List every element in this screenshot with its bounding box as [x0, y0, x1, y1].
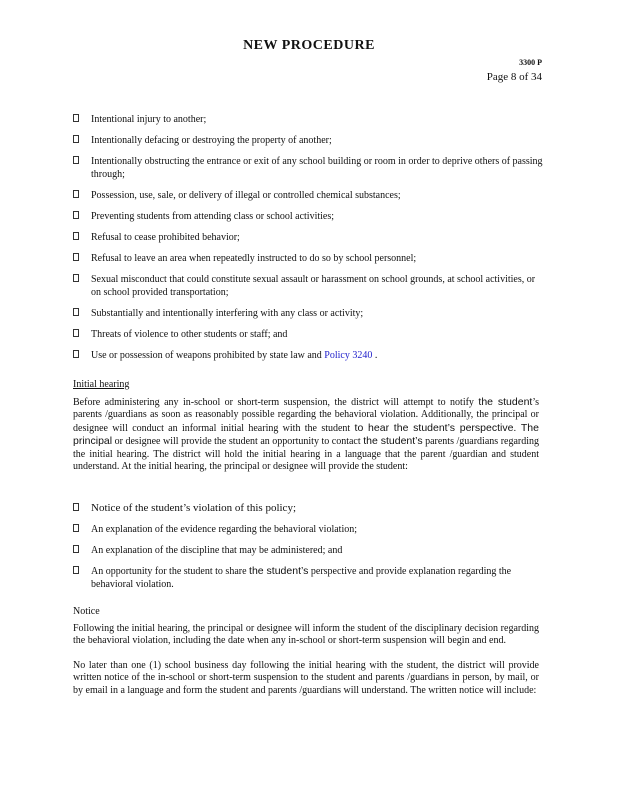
list-item-text: Use or possession of weapons prohibited by state law and — [91, 350, 325, 361]
list-item-text: Threats of violence to other students or staff; and — [91, 329, 288, 340]
list-item — [73, 189, 543, 202]
list-item — [73, 328, 543, 341]
list-item — [73, 134, 543, 147]
checkbox-icon — [73, 156, 79, 164]
list-item — [73, 544, 543, 557]
text-run: the student’s — [363, 435, 423, 447]
list-item-text: Notice of the student’s violation of this policy; — [91, 502, 296, 514]
text-run: to hear the student’s perspective. The principal — [73, 421, 539, 447]
notice-section — [73, 606, 539, 697]
section-heading: Initial hearing — [73, 379, 130, 390]
initial-hearing-section — [73, 379, 539, 474]
list-item-text: An explanation of the discipline that may be administered; and — [91, 545, 343, 556]
text-run: parents /guardians regarding the initial hearing. The district will hold the initial hearing in a language that the parent /guardian and student understand. At the initial hearing, the principal or designee will provide the student: — [73, 436, 540, 472]
list-item-text: Intentional injury to another; — [91, 114, 207, 125]
list-item-text: Intentionally defacing or destroying the property of another; — [91, 135, 332, 146]
list-item — [73, 523, 543, 536]
paragraph — [73, 396, 539, 474]
list-item-text: Preventing students from attending class or school activities; — [91, 211, 335, 222]
page-number: Page 8 of 34 — [486, 71, 542, 83]
checkbox-icon — [73, 503, 79, 511]
list-item-text: Refusal to cease prohibited behavior; — [91, 232, 240, 243]
list-item — [73, 349, 543, 362]
checkbox-icon — [73, 524, 79, 532]
paragraph: Following the initial hearing, the principal or designee will inform the student of the disciplinary decision regarding the behavioral violation, including the date when any in-school or short-term suspension will begin and end. — [73, 622, 539, 646]
list-item — [73, 307, 543, 320]
list-item-text: Intentionally obstructing the entrance or exit of any school building or room in order to deprive others of passing through; — [91, 156, 543, 180]
checkbox-icon — [73, 232, 79, 240]
checkbox-icon — [73, 114, 79, 122]
page-title: NEW PROCEDURE — [243, 38, 375, 53]
list-item — [73, 210, 543, 223]
checkbox-icon — [73, 253, 79, 261]
violation-list — [73, 113, 543, 370]
list-item — [73, 273, 543, 299]
checkbox-icon — [73, 329, 79, 337]
checkbox-icon — [73, 350, 79, 358]
list-item-text: perspective and provide explanation regarding the behavioral violation. — [91, 566, 512, 590]
policy-code: 3300 P — [519, 58, 542, 67]
list-item — [73, 231, 543, 244]
list-item-text: An explanation of the evidence regarding the behavioral violation; — [91, 524, 358, 535]
list-item — [73, 113, 543, 126]
checkbox-icon — [73, 190, 79, 198]
list-item — [73, 155, 543, 181]
list-item-suffix: . — [372, 350, 378, 361]
text-run: Before administering any in-school or short-term suspension, the district will attempt to notify — [73, 396, 479, 408]
checkbox-icon — [73, 274, 79, 282]
section-heading: Notice — [73, 606, 100, 617]
paragraph: No later than one (1) school business day following the initial hearing with the student, the district will provide written notice of the in-school or short-term suspension to the student and parents /guardians in person, by mail, or by email in a language and form the student and parents /guardians will understand. The written notice will include: — [73, 659, 539, 696]
list-item-text: Sexual misconduct that could constitute sexual assault or harassment on school grounds, at school activities, or on school provided transportation; — [91, 274, 536, 298]
list-item-text: Substantially and intentionally interfering with any class or activity; — [91, 308, 364, 319]
list-item — [73, 565, 543, 591]
checkbox-icon — [73, 211, 79, 219]
list-item-text: Possession, use, sale, or delivery of illegal or controlled chemical substances; — [91, 190, 401, 201]
hearing-provisions-list — [73, 502, 543, 599]
text-run: the student — [478, 395, 533, 408]
policy-link[interactable]: Policy 3240 — [324, 350, 373, 361]
list-item-text: the student’s — [249, 565, 309, 577]
checkbox-icon — [73, 308, 79, 316]
text-run: or designee will provide the student an opportunity to contact — [112, 436, 364, 447]
list-item-text: Refusal to leave an area when repeatedly instructed to do so by school personnel; — [91, 253, 417, 264]
list-item — [73, 252, 543, 265]
checkbox-icon — [73, 566, 79, 574]
text-run: ’s parents /guardians as soon as reasonably possible regarding the behavioral violation. Additionally, the principal or designee will conduct an informal initial hearing with the student — [73, 396, 539, 434]
list-item — [73, 502, 543, 515]
checkbox-icon — [73, 135, 79, 143]
list-item-text: An opportunity for the student to share — [91, 566, 250, 577]
checkbox-icon — [73, 545, 79, 553]
